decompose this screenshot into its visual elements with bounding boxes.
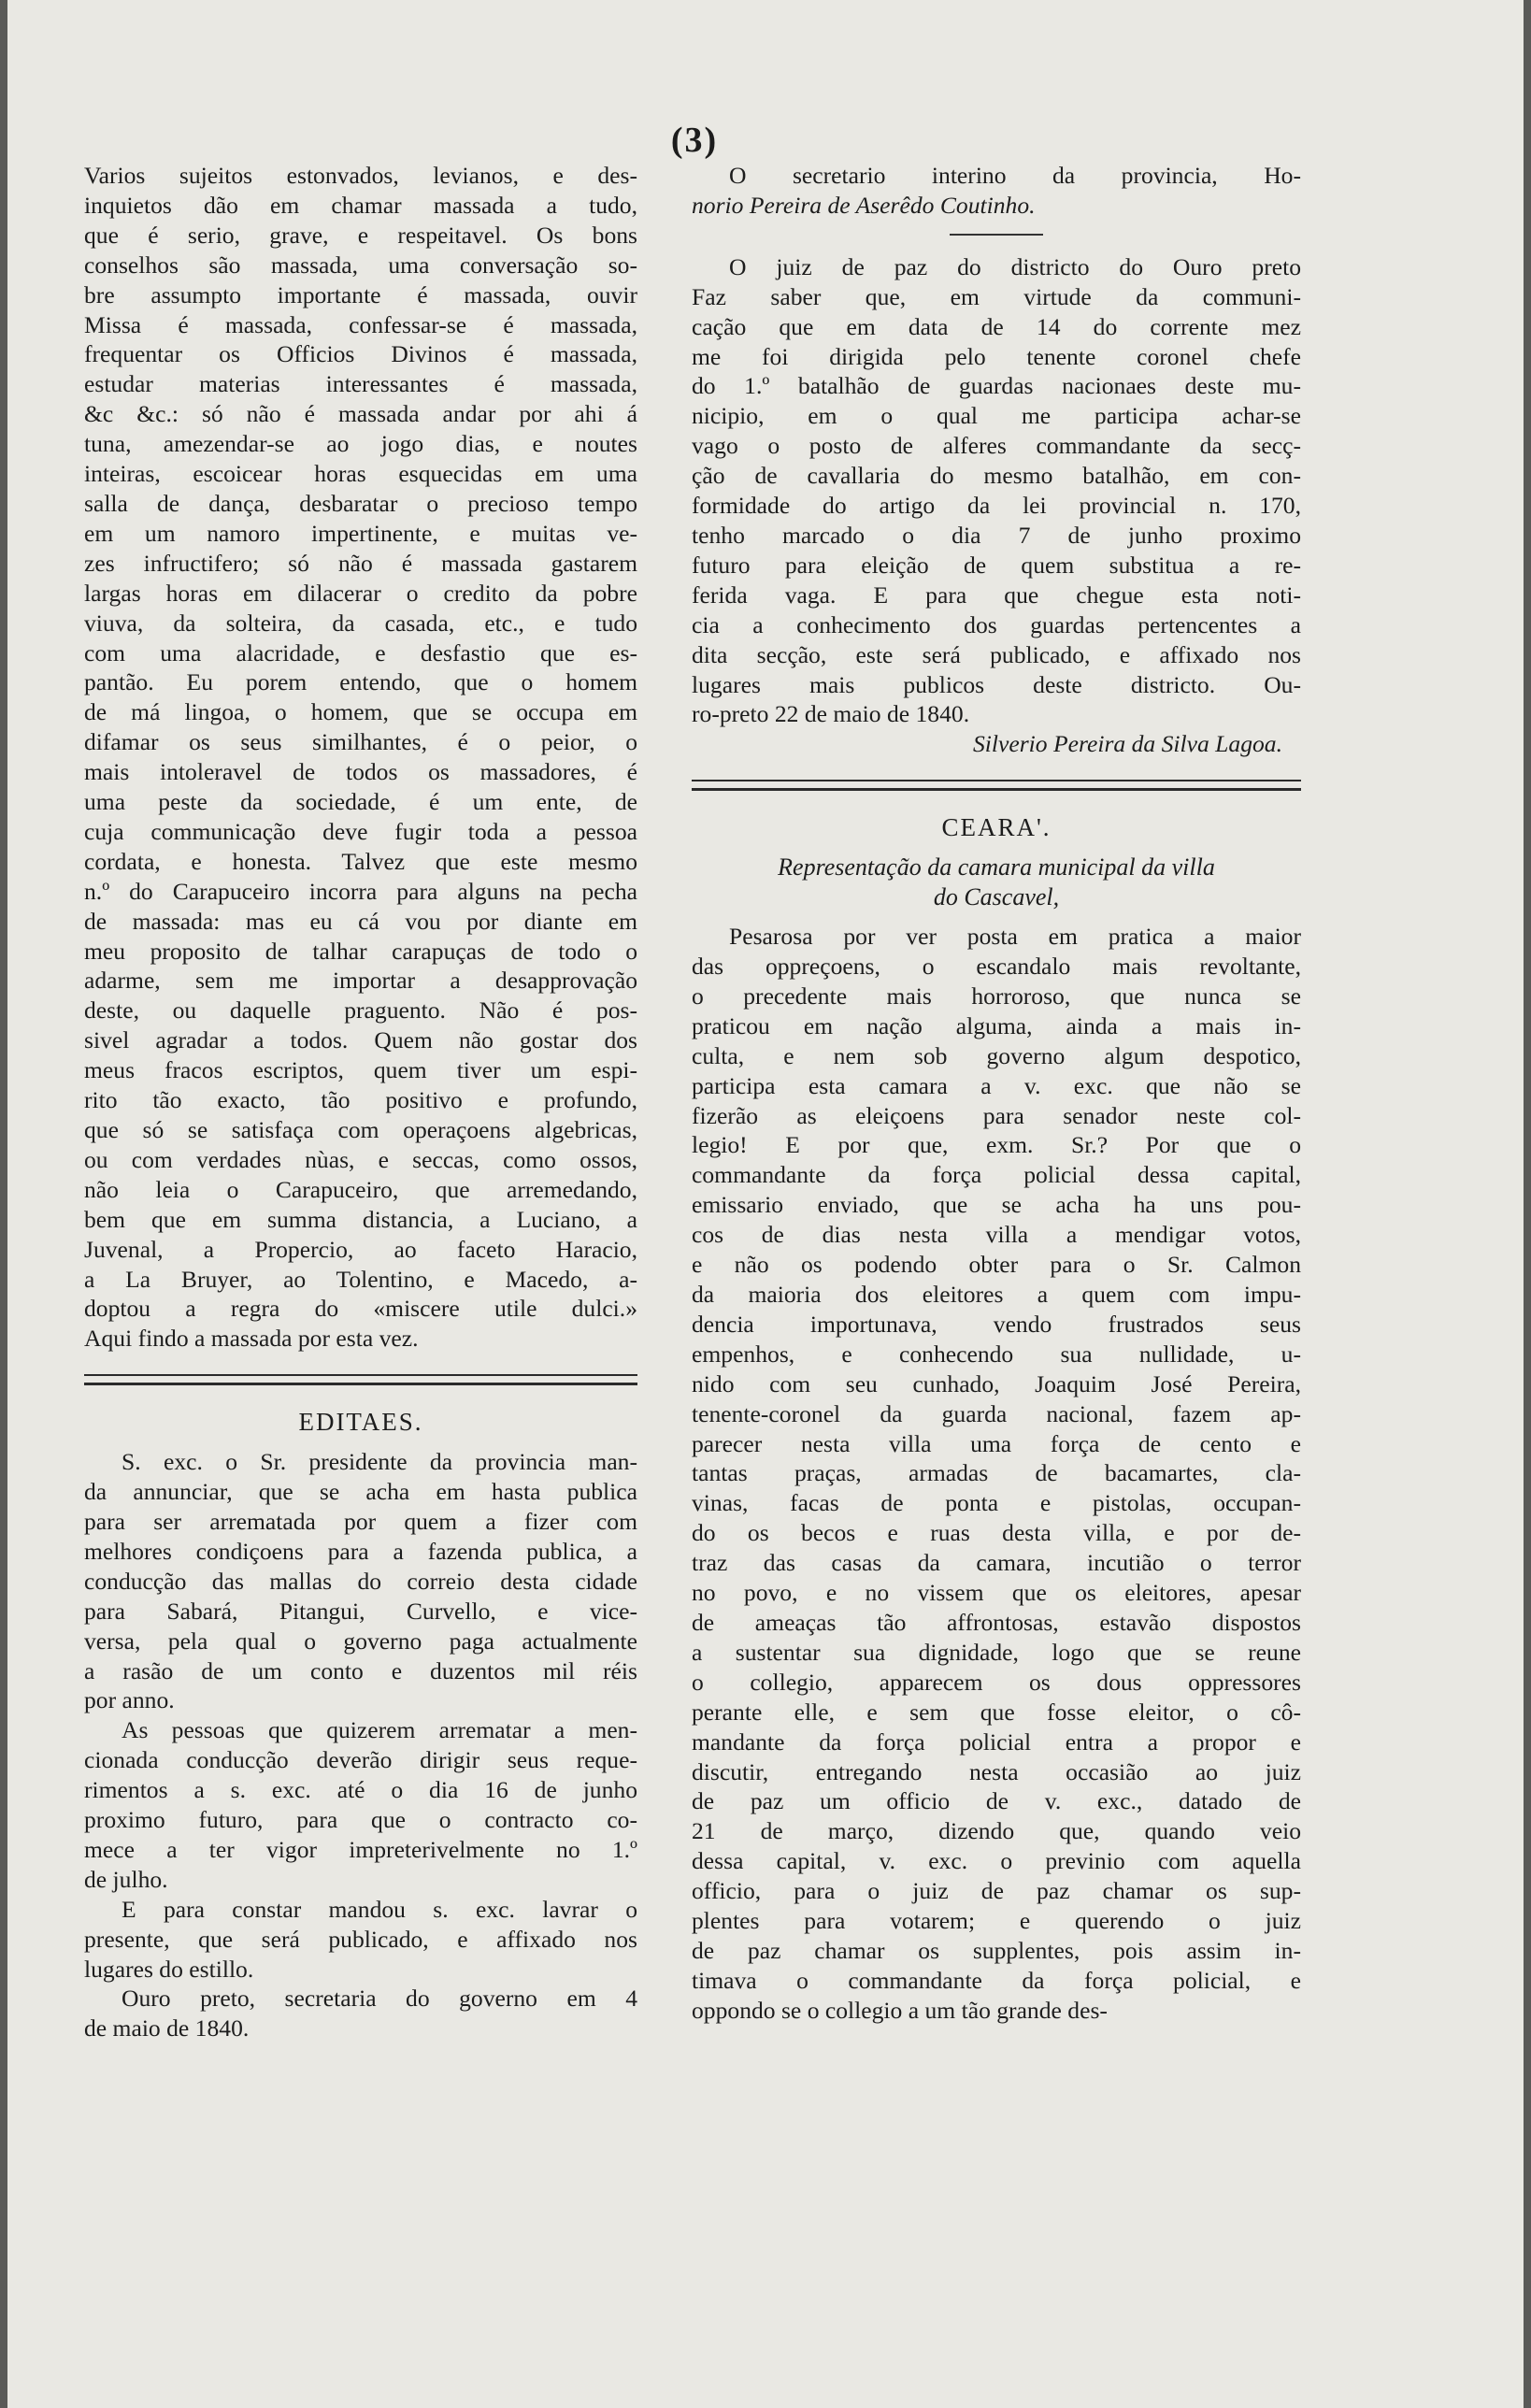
text-line: de julho. xyxy=(84,1865,168,1893)
text-line: plentes para votarem; e querendo o juiz xyxy=(692,1907,1301,1935)
newspaper-page xyxy=(7,0,1524,2408)
text-line: sivel agradar a todos. Quem não gostar dos xyxy=(84,1026,637,1054)
text-line: de paz um officio de v. exc., datado de xyxy=(692,1787,1301,1815)
text-line: doptou a regra do «miscere utile dulci.» xyxy=(84,1295,637,1323)
text-line: &c &c.: só não é massada andar por ahi á xyxy=(84,400,637,428)
left-column xyxy=(84,161,637,2043)
text-line: Faz saber que, em virtude da communi- xyxy=(692,282,1301,310)
text-line: lugares do estillo. xyxy=(84,1955,254,1983)
text-line: inteiras, escoicear horas esquecidas em uma xyxy=(84,460,637,488)
text-line: de maio de 1840. xyxy=(84,2014,250,2042)
text-line: lugares mais publicos deste districto. Ou- xyxy=(692,670,1301,698)
text-line: viuva, da solteira, da casada, etc., e tudo xyxy=(84,609,637,637)
text-line: do 1.º batalhão de guardas nacionaes deste mu- xyxy=(692,372,1301,400)
editaes-heading: EDITAES. xyxy=(298,1408,423,1437)
text-line: emissario enviado, que se acha ha uns pou- xyxy=(692,1191,1301,1219)
text-line: n.º do Carapuceiro incorra para alguns na pecha xyxy=(84,877,637,905)
massada-article xyxy=(84,161,637,1354)
text-line: zes infructifero; só não é massada gastarem xyxy=(84,549,637,577)
text-line: timava o commandante da força policial, e xyxy=(692,1966,1301,1994)
text-line: conselhos são massada, uma conversação so- xyxy=(84,251,637,279)
secretario-signature-block xyxy=(692,161,1301,221)
text-line: difamar os seus similhantes, é o peior, o xyxy=(84,728,637,756)
text-line: adarme, sem me importar a desapprovação xyxy=(84,967,637,995)
text-line: deste, ou daquelle praguento. Não é pos- xyxy=(84,996,637,1025)
text-line: rito tão exacto, tão positivo e profundo, xyxy=(84,1086,637,1114)
text-line: me foi dirigida pelo tenente coronel chefe xyxy=(692,342,1301,370)
section-divider xyxy=(84,1374,637,1385)
text-line: tantas praças, armadas de bacamartes, cla- xyxy=(692,1459,1301,1487)
text-line: rimentos a s. exc. até o dia 16 de junho xyxy=(84,1776,637,1804)
text-line: salla de dança, desbaratar o precioso tempo xyxy=(84,489,637,517)
juiz-de-paz-notice xyxy=(692,252,1301,730)
page-number: (3) xyxy=(670,121,719,160)
text-line: E para constar mandou s. exc. lavrar o xyxy=(122,1895,637,1923)
text-line: participa esta camara a v. exc. que não se xyxy=(692,1071,1301,1099)
text-line: da annunciar, que se acha em hasta publica xyxy=(84,1478,637,1506)
text-line: estudar materias interessantes é massada, xyxy=(84,370,637,398)
text-line: tenente-coronel da guarda nacional, fazem ap- xyxy=(692,1399,1301,1427)
text-line: As pessoas que quizerem arrematar a men- xyxy=(122,1716,637,1744)
text-line: versa, pela qual o governo paga actualmente xyxy=(84,1627,637,1655)
text-line: meu proposito de talhar carapuças de todo o xyxy=(84,937,637,965)
text-line: Varios sujeitos estonvados, levianos, e des- xyxy=(84,162,637,189)
text-line: Juvenal, a Propercio, ao faceto Haracio, xyxy=(84,1235,637,1263)
text-line: conducção das mallas do correio desta cidade xyxy=(84,1567,637,1595)
text-line: vago o posto de alferes commandante da secç- xyxy=(692,432,1301,460)
text-line: tenho marcado o dia 7 de junho proximo xyxy=(692,521,1301,549)
text-line: discutir, entregando nesta occasião ao juiz xyxy=(692,1757,1301,1785)
editaes-paragraph-2 xyxy=(84,1715,637,1894)
text-line: cionada conducção deverão dirigir seus reque- xyxy=(84,1746,637,1774)
editaes-paragraph-4 xyxy=(84,1984,637,2043)
text-line: presente, que será publicado, e affixado nos xyxy=(84,1925,637,1953)
text-line: uma peste da sociedade, é um ente, de xyxy=(84,788,637,816)
text-line: dita secção, este será publicado, e affixado nos xyxy=(692,640,1301,668)
text-line: mece a ter vigor impreterivelmente no 1.º xyxy=(84,1835,637,1863)
text-line: perante elle, e sem que fosse eleitor, o cô- xyxy=(692,1698,1301,1726)
text-line: não leia o Carapuceiro, que arremedando, xyxy=(84,1175,637,1203)
text-line: o precedente mais horroroso, que nunca se xyxy=(692,982,1301,1010)
text-line: nido com seu cunhado, Joaquim José Pereira, xyxy=(692,1369,1301,1398)
text-line: futuro para eleição de quem substitua a re- xyxy=(692,551,1301,579)
text-line: de ameaças tão affrontosas, estavão dispostos xyxy=(692,1608,1301,1636)
text-line: cordata, e honesta. Talvez que este mesmo xyxy=(84,847,637,875)
editaes-paragraph-1 xyxy=(84,1447,637,1715)
editaes-paragraph-3 xyxy=(84,1895,637,1985)
ceara-subheading-line-1: Representação da camara municipal da villa xyxy=(778,853,1215,882)
ceara-subheading-line-2: do Cascavel, xyxy=(933,883,1060,911)
text-line: inquietos dão em chamar massada a tudo, xyxy=(84,191,637,219)
text-line: meus fracos escriptos, quem tiver um espi- xyxy=(84,1056,637,1084)
text-line: Aqui findo a massada por esta vez. xyxy=(84,1325,419,1353)
text-line: bem que em summa distancia, a Luciano, a xyxy=(84,1205,637,1233)
text-line: dessa capital, v. exc. o previnio com aquella xyxy=(692,1847,1301,1875)
text-line: oppondo se o collegio a um tão grande des- xyxy=(692,1996,1108,2024)
text-line: para ser arrematada por quem a fizer com xyxy=(84,1507,637,1535)
short-divider xyxy=(950,234,1043,236)
ceara-article xyxy=(692,922,1301,2026)
text-line: nicipio, em o qual me participa achar-se xyxy=(692,402,1301,430)
text-line: Ouro preto, secretaria do governo em 4 xyxy=(122,1985,637,2013)
text-line: e não os podendo obter para o Sr. Calmon xyxy=(692,1251,1301,1279)
text-line: de paz chamar os supplentes, pois assim in- xyxy=(692,1936,1301,1964)
text-line: mais intoleravel de todos os massadores, é xyxy=(84,758,637,786)
text-line: cia a conhecimento dos guardas pertencentes a xyxy=(692,610,1301,638)
text-line: officio, para o juiz de paz chamar os sup- xyxy=(692,1877,1301,1905)
text-line: formidade do artigo da lei provincial n. 170, xyxy=(692,492,1301,520)
text-line: bre assumpto importante é massada, ouvir xyxy=(84,280,637,308)
text-line: norio Pereira de Aserêdo Coutinho. xyxy=(692,191,1036,219)
text-line: proximo futuro, para que o contracto co- xyxy=(84,1806,637,1834)
text-line: tuna, amezendar-se ao jogo dias, e noutes xyxy=(84,430,637,458)
text-line: O secretario interino da provincia, Ho- xyxy=(729,162,1301,189)
text-line: que é serio, grave, e respeitavel. Os bons xyxy=(84,221,637,249)
text-line: que só se satisfaça com operaçoens algebricas, xyxy=(84,1116,637,1143)
text-line: culta, e nem sob governo algum despotico, xyxy=(692,1041,1301,1069)
text-line: cuja communicação deve fugir toda a pessoa xyxy=(84,817,637,845)
text-line: fizerão as eleiçoens para senador neste col- xyxy=(692,1101,1301,1129)
text-line: ou com verdades nùas, e seccas, como ossos, xyxy=(84,1145,637,1173)
text-line: de massada: mas eu cá vou por diante em xyxy=(84,907,637,935)
text-line: O juiz de paz do districto do Ouro preto xyxy=(729,252,1301,280)
ceara-subheading xyxy=(692,853,1301,912)
text-line: S. exc. o Sr. presidente da provincia man- xyxy=(122,1448,637,1476)
text-line: da maioria dos eleitores a quem com impu- xyxy=(692,1281,1301,1308)
section-divider xyxy=(692,780,1301,791)
text-line: commandante da força policial dessa capital, xyxy=(692,1161,1301,1189)
text-line: a sustentar sua dignidade, logo que se reune xyxy=(692,1638,1301,1666)
text-line: largas horas em dilacerar o credito da pobre xyxy=(84,579,637,607)
text-line: cos de dias nesta villa a mendigar votos, xyxy=(692,1221,1301,1249)
text-line: legio! E por que, exm. Sr.? Por que o xyxy=(692,1131,1301,1159)
text-line: empenhos, e conhecendo sua nullidade, u- xyxy=(692,1340,1301,1368)
text-line: a rasão de um conto e duzentos mil réis xyxy=(84,1656,637,1684)
text-line: ro-preto 22 de maio de 1840. xyxy=(692,700,970,728)
text-line: ferida vaga. E para que chegue esta noti- xyxy=(692,580,1301,609)
juiz-signature: Silverio Pereira da Silva Lagoa. xyxy=(972,730,1282,758)
text-line: para Sabará, Pitangui, Curvello, e vice- xyxy=(84,1597,637,1625)
text-line: traz das casas da camara, incutião o terror xyxy=(692,1549,1301,1577)
text-line: mandante da força policial entra a propor e xyxy=(692,1727,1301,1756)
text-line: ção de cavallaria do mesmo batalhão, em con- xyxy=(692,462,1301,490)
right-column xyxy=(692,161,1301,2026)
text-line: em um namoro impertinente, e muitas ve- xyxy=(84,519,637,547)
text-line: no povo, e no vissem que os eleitores, apesar xyxy=(692,1579,1301,1607)
text-line: cação que em data de 14 do corrente mez xyxy=(692,312,1301,340)
text-line: do os becos e ruas desta villa, e por de- xyxy=(692,1519,1301,1547)
text-line: o collegio, apparecem os dous oppressores xyxy=(692,1668,1301,1696)
text-line: 21 de março, dizendo que, quando veio xyxy=(692,1817,1301,1845)
text-line: parecer nesta villa uma força de cento e xyxy=(692,1429,1301,1457)
text-line: melhores condiçoens para a fazenda publica, a xyxy=(84,1537,637,1565)
text-line: a La Bruyer, ao Tolentino, e Macedo, a- xyxy=(84,1265,637,1293)
text-line: dencia importunava, vendo frustrados seus xyxy=(692,1310,1301,1338)
text-line: por anno. xyxy=(84,1686,175,1714)
text-line: com uma alacridade, e desfastio que es- xyxy=(84,638,637,666)
text-line: frequentar os Officios Divinos é massada, xyxy=(84,340,637,368)
text-line: praticou em nação alguma, ainda a mais in- xyxy=(692,1011,1301,1039)
text-line: de má lingoa, o homem, que se occupa em xyxy=(84,698,637,726)
text-line: pantão. Eu porem entendo, que o homem xyxy=(84,668,637,696)
text-line: vinas, facas de ponta e pistolas, occupan- xyxy=(692,1489,1301,1517)
text-line: Missa é massada, confessar-se é massada, xyxy=(84,310,637,338)
text-line: Pesarosa por ver posta em pratica a maior xyxy=(729,923,1301,951)
text-line: das oppreçoens, o escandalo mais revoltante, xyxy=(692,953,1301,981)
ceara-heading: CEARA'. xyxy=(941,813,1052,842)
